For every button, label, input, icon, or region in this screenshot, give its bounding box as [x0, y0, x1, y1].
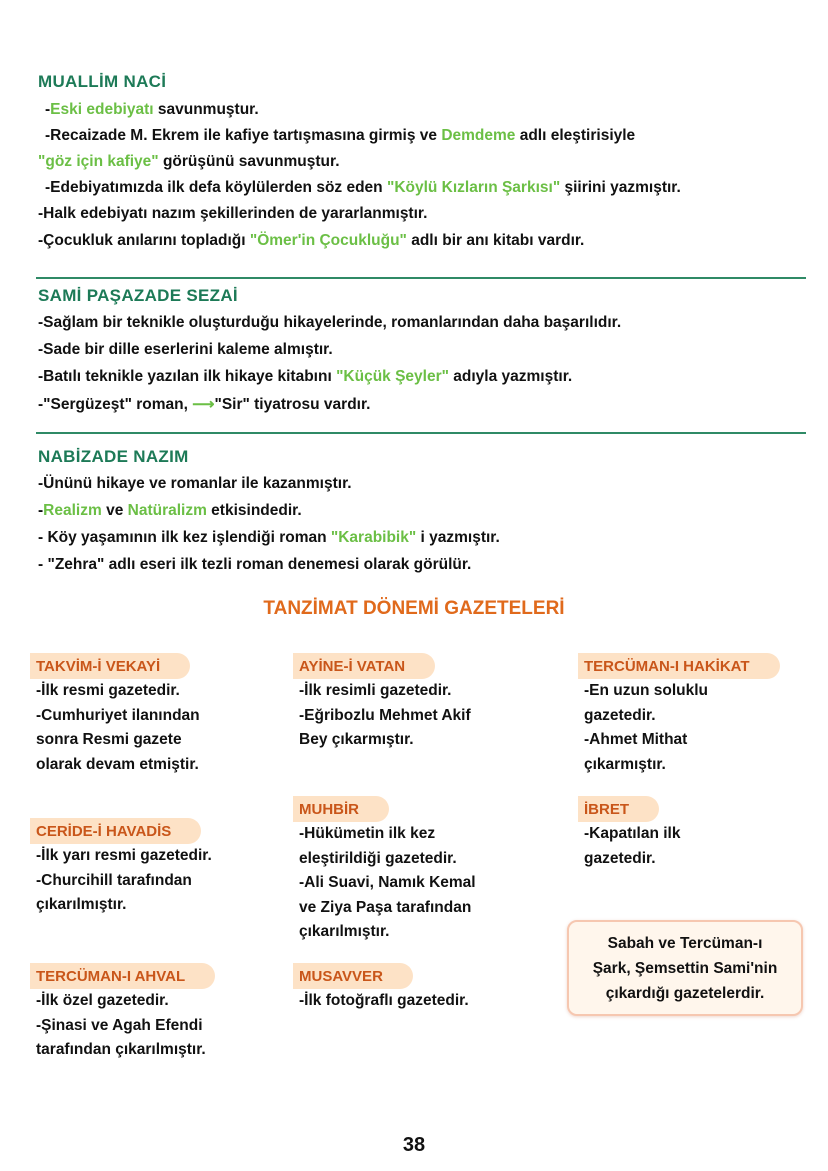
card-line: gazetedir.: [584, 706, 656, 724]
newspaper-title: TERCÜMAN-I AHVAL: [30, 963, 215, 989]
text-segment: i yazmıştır.: [416, 529, 500, 546]
card-line: sonra Resmi gazete: [36, 731, 182, 748]
text-segment: adlı bir anı kitabı vardır.: [406, 232, 585, 249]
text-segment: savunmuştur.: [153, 101, 259, 118]
card-line: -Ali Suavi, Namık Kemal: [299, 874, 476, 891]
text-segment: şiirini yazmıştır.: [560, 179, 681, 196]
text-segment: adlı eleştirisiyle: [515, 127, 636, 144]
card-line: eleştirildiği gazetedir.: [299, 849, 457, 867]
text-segment: - "Zehra" adlı eseri ilk tezli roman denemesi olarak görülür.: [38, 556, 472, 573]
note-line: Şark, Şemsettin Sami'nin: [592, 959, 778, 977]
card-line: Bey çıkarmıştır.: [299, 731, 414, 748]
text-segment: -Batılı teknikle yazılan ilk hikaye kitabını: [38, 368, 337, 385]
card-line: çıkarılmıştır.: [299, 923, 390, 940]
text-line: [45, 101, 259, 119]
page-number: 38: [402, 1134, 426, 1156]
section-title: NABİZADE NAZIM: [38, 447, 189, 466]
highlight-text: "Küçük Şeyler": [336, 368, 449, 385]
text-line: [38, 205, 427, 223]
highlight-text: Demdeme: [441, 127, 516, 144]
highlight-text: Realizm: [43, 502, 102, 519]
newspaper-title: AYİNE-İ VATAN: [293, 653, 435, 679]
newspaper-card: [36, 653, 276, 777]
newspaper-card: [36, 818, 276, 918]
card-line: olarak devam etmiştir.: [36, 755, 199, 773]
highlight-text: "göz için kafiye": [38, 153, 159, 170]
card-line: -İlk resmi gazetedir.: [36, 682, 180, 699]
newspaper-title: İBRET: [578, 796, 659, 822]
text-line: [38, 556, 471, 574]
text-segment: -"Sergüzeşt" roman,: [38, 396, 193, 413]
card-line: -Ahmet Mithat: [584, 731, 688, 748]
card-line: -Churcihill tarafından: [36, 871, 192, 889]
text-segment: etkisindedir.: [206, 502, 302, 519]
newspaper-title: MUSAVVER: [293, 963, 413, 989]
highlight-text: ⟶: [192, 396, 215, 413]
newspaper-card: [584, 653, 824, 777]
text-segment: adıyla yazmıştır.: [448, 368, 573, 385]
card-line: -İlk yarı resmi gazetedir.: [36, 847, 212, 864]
text-segment: görüşünü savunmuştur.: [158, 153, 340, 170]
newspaper-title: MUHBİR: [293, 796, 389, 822]
newspaper-title: TAKVİM-İ VEKAYİ: [30, 653, 190, 679]
divider: [36, 432, 806, 434]
text-line: [38, 395, 370, 414]
text-line: [38, 502, 302, 520]
text-line: [45, 127, 635, 145]
newspaper-card: [584, 796, 824, 871]
card-line: ve Ziya Paşa tarafından: [299, 898, 472, 916]
newspaper-card: [299, 796, 539, 945]
card-line: -İlk özel gazetedir.: [36, 992, 169, 1009]
highlight-text: "Ömer'in Çocukluğu": [249, 232, 407, 249]
newspaper-card: [36, 963, 276, 1063]
text-line: [38, 153, 340, 171]
note-line: Sabah ve Tercüman-ı: [607, 934, 763, 952]
text-line: [45, 179, 681, 197]
card-line: -Kapatılan ilk: [584, 825, 681, 842]
text-segment: -Recaizade M. Ekrem ile kafiye tartışmasına girmiş ve: [45, 127, 442, 144]
card-line: -İlk fotoğraflı gazetedir.: [299, 992, 469, 1009]
text-line: [38, 341, 333, 359]
text-line: [38, 529, 500, 547]
section-title: MUALLİM NACİ: [38, 72, 167, 91]
card-line: -İlk resimli gazetedir.: [299, 682, 452, 699]
text-segment: -Sade bir dille eserlerini kaleme almıştır.: [38, 341, 333, 358]
text-segment: "Sir" tiyatrosu vardır.: [214, 396, 371, 413]
text-line: [38, 232, 584, 250]
card-line: -Cumhuriyet ilanından: [36, 706, 200, 724]
text-segment: - Köy yaşamının ilk kez işlendiği roman: [38, 529, 331, 546]
card-line: -Hükümetin ilk kez: [299, 825, 436, 842]
card-line: çıkarmıştır.: [584, 755, 666, 773]
text-line: [38, 368, 572, 386]
text-segment: -Çocukluk anılarını topladığı: [38, 232, 250, 249]
section-title: SAMİ PAŞAZADE SEZAİ: [38, 286, 238, 305]
card-line: tarafından çıkarılmıştır.: [36, 1041, 206, 1058]
highlight-text: "Köylü Kızların Şarkısı": [386, 179, 561, 196]
newspaper-title: CERİDE-İ HAVADİS: [30, 818, 201, 844]
highlight-text: Natüralizm: [127, 502, 207, 519]
highlight-text: Eski edebiyatı: [50, 101, 154, 118]
text-line: [38, 314, 621, 332]
note-box: [567, 920, 803, 1016]
note-line: çıkardığı gazetelerdir.: [605, 984, 765, 1002]
text-segment: -Sağlam bir teknikle oluşturduğu hikayelerinde, romanlarından daha başarılıdır.: [38, 314, 622, 331]
card-line: -En uzun soluklu: [584, 682, 708, 699]
text-segment: -Edebiyatımızda ilk defa köylülerden söz eden: [45, 179, 387, 196]
newspaper-card: [299, 653, 539, 753]
text-segment: -: [38, 502, 44, 519]
text-segment: -Ününü hikaye ve romanlar ile kazanmıştır.: [38, 475, 352, 492]
text-segment: ve: [101, 502, 128, 519]
card-line: gazetedir.: [584, 849, 656, 867]
text-line: [38, 475, 352, 493]
card-line: çıkarılmıştır.: [36, 896, 127, 913]
card-line: -Şinasi ve Agah Efendi: [36, 1016, 203, 1034]
divider: [36, 277, 806, 279]
main-title: TANZİMAT DÖNEMİ GAZETELERİ: [263, 598, 565, 619]
highlight-text: "Karabibik": [330, 529, 417, 546]
text-segment: -: [45, 101, 51, 118]
newspaper-card: [299, 963, 539, 1014]
card-line: -Eğribozlu Mehmet Akif: [299, 706, 471, 724]
newspaper-title: TERCÜMAN-I HAKİKAT: [578, 653, 780, 679]
text-segment: -Halk edebiyatı nazım şekillerinden de yararlanmıştır.: [38, 205, 428, 222]
